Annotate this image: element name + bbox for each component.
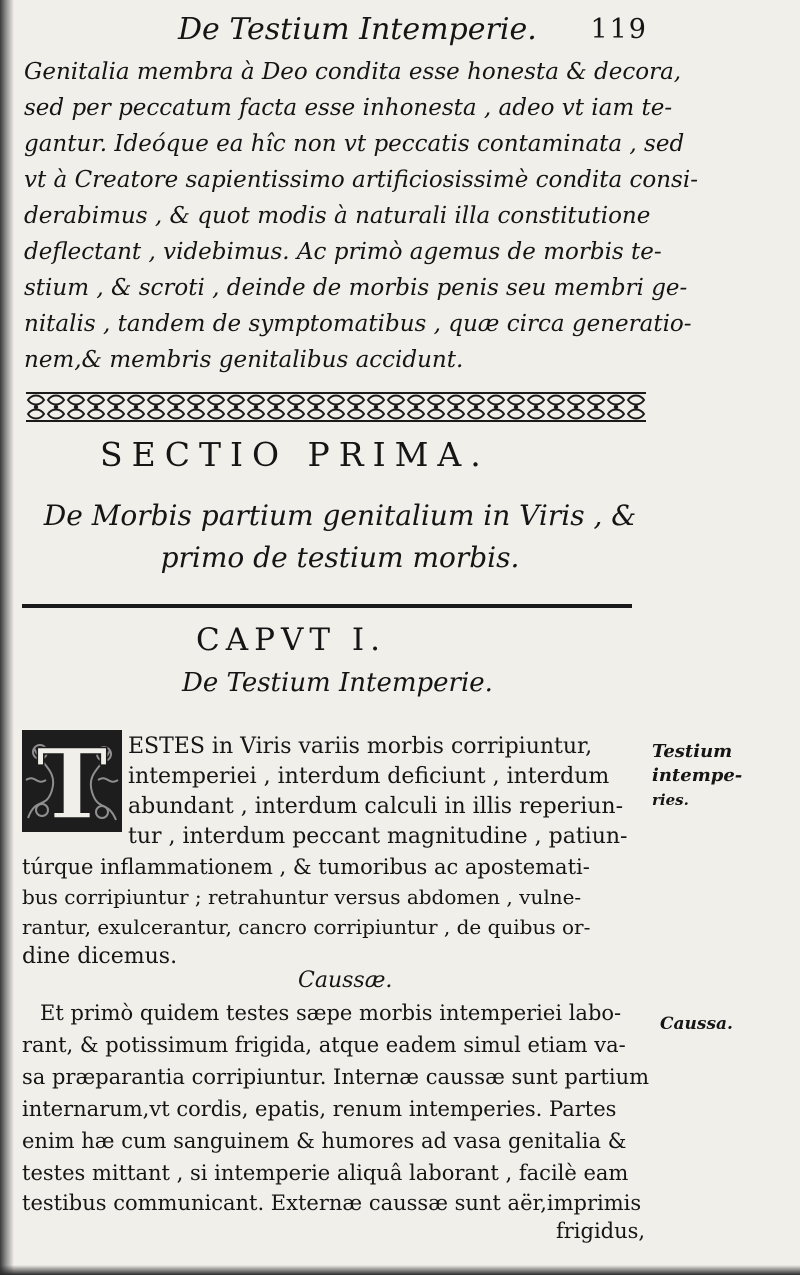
- paragraph-line: rant, & potissimum frigida, atque eadem simul etiam va-: [22, 1033, 626, 1057]
- page-number: 119: [590, 14, 648, 45]
- paragraph-line: testibus communicant. Externæ caussæ sunt aër,imprimis: [22, 1191, 642, 1215]
- intro-line: vt à Creatore sapientissimo artificiosissimè condita consi-: [24, 167, 698, 193]
- paragraph-line: ESTES in Viris variis morbis corripiuntur,: [128, 734, 593, 759]
- intro-line: derabimus , & quot modis à naturali illa constitutione: [24, 203, 651, 229]
- page-bottom-edge: [0, 1265, 800, 1275]
- intro-line: deflectant , videbimus. Ac primò agemus de morbis te-: [24, 239, 662, 265]
- intro-line: gantur. Ideóque ea hîc non vt peccatis contaminata , sed: [24, 131, 685, 157]
- caussae-heading: Caussæ.: [298, 968, 393, 993]
- gutter-shadow: [0, 0, 14, 1275]
- margin-note: Caussa.: [660, 1014, 733, 1034]
- initial-letter: T: [36, 730, 108, 832]
- paragraph-line: tur , interdum peccant magnitudine , patiun-: [128, 824, 628, 849]
- paragraph-line: abundant , interdum calculi in illis reperiun-: [128, 794, 624, 819]
- ornamental-band: [26, 392, 646, 422]
- intro-line: Genitalia membra à Deo condita esse honesta & decora,: [24, 59, 682, 85]
- paragraph-line: bus corripiuntur ; retrahuntur versus abdomen , vulne-: [22, 885, 582, 909]
- section-subtitle: De Morbis partium genitalium in Viris , &: [43, 499, 637, 532]
- paragraph-line: túrque inflammationem , & tumoribus ac apostemati-: [22, 855, 590, 879]
- paragraph-line: dine dicemus.: [22, 944, 178, 969]
- horizontal-rule: [22, 604, 632, 608]
- margin-note: Testium: [652, 741, 733, 762]
- paragraph-line: rantur, exulcerantur, cancro corripiuntur , de quibus or-: [22, 915, 591, 939]
- paragraph-line: Et primò quidem testes sæpe morbis intemperiei labo-: [40, 1001, 622, 1025]
- paragraph-line: enim hæ cum sanguinem & humores ad vasa genitalia &: [22, 1129, 627, 1153]
- paragraph-line: internarum,vt cordis, epatis, renum intemperies. Partes: [22, 1097, 617, 1121]
- margin-note: intempe-: [652, 765, 743, 786]
- margin-note: ries.: [652, 791, 689, 809]
- chapter-title: CAPVT I.: [196, 622, 386, 658]
- intro-line: nitalis , tandem de symptomatibus , quæ circa generatio-: [24, 311, 692, 337]
- paragraph-line: sa præparantia corripiuntur. Internæ caussæ sunt partium: [22, 1065, 650, 1089]
- intro-line: nem,& membris genitalibus accidunt.: [24, 347, 464, 373]
- intro-line: stium , & scroti , deinde de morbis penis seu membri ge-: [24, 275, 688, 301]
- section-title: SECTIO PRIMA.: [100, 435, 490, 474]
- paragraph-line: intemperiei , interdum deficiunt , interdum: [128, 764, 610, 789]
- running-head: [178, 10, 648, 50]
- decorated-initial: [22, 730, 122, 832]
- intro-line: sed per peccatum facta esse inhonesta , adeo vt iam te-: [24, 95, 673, 121]
- paragraph-line: testes mittant , si intemperie aliquâ laborant , facilè eam: [22, 1161, 629, 1185]
- running-title: De Testium Intemperie.: [178, 12, 537, 47]
- paragraph-line: frigidus,: [556, 1219, 646, 1243]
- section-subtitle: primo de testium morbis.: [160, 541, 520, 574]
- chapter-subtitle: De Testium Intemperie.: [182, 668, 493, 698]
